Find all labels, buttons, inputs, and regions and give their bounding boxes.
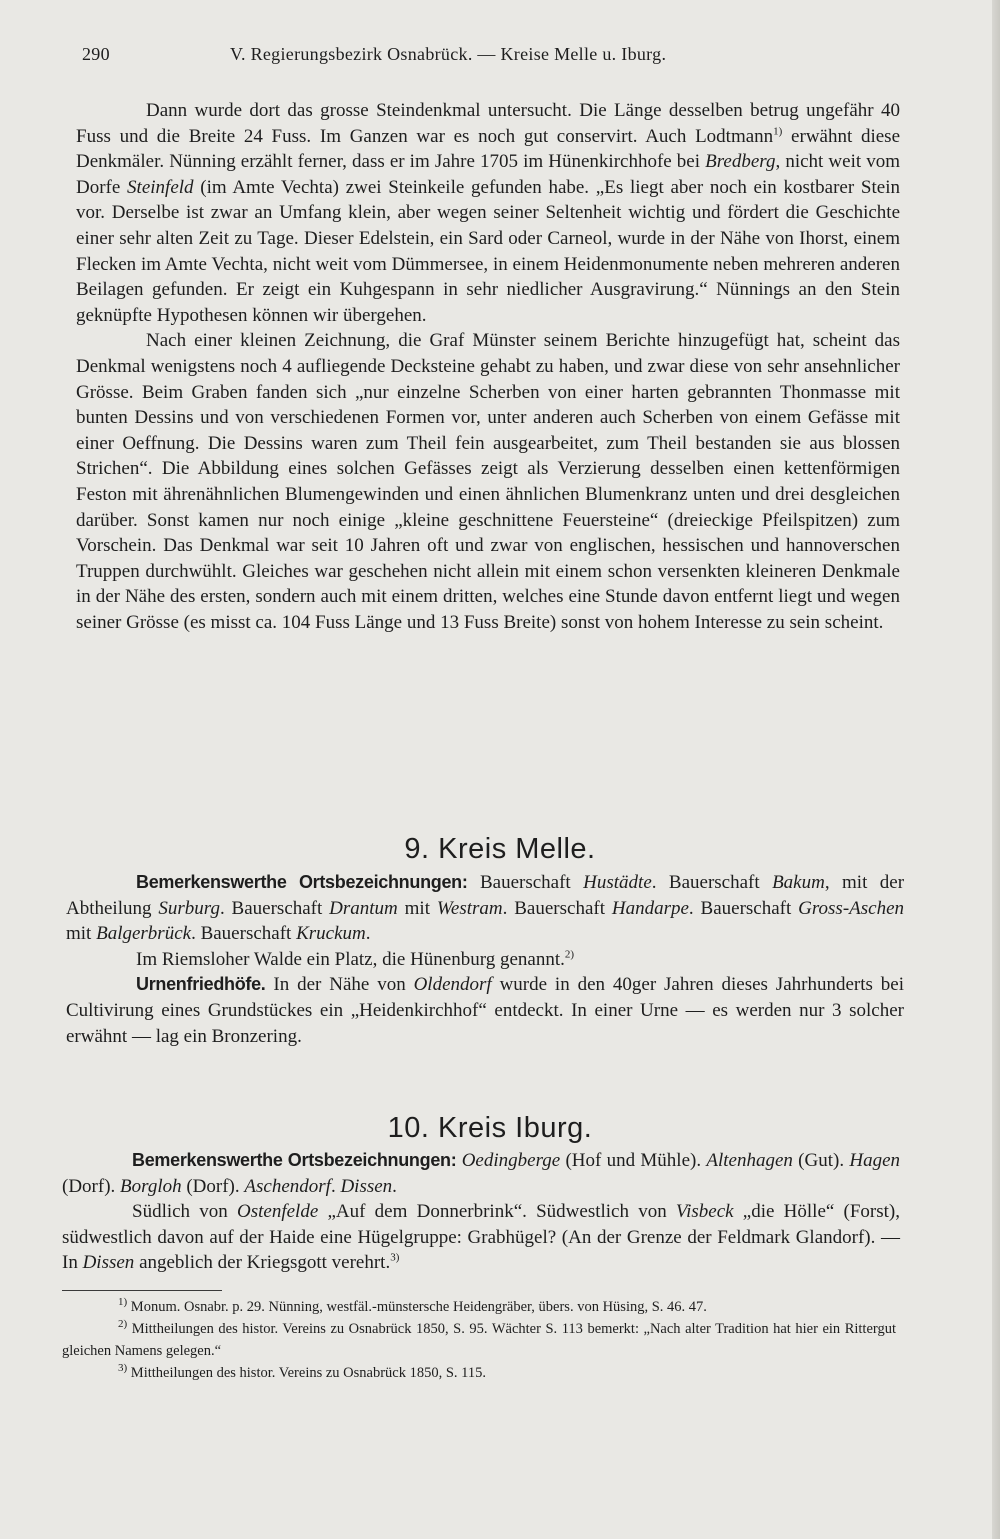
place-name: Oedingberge	[461, 1150, 561, 1171]
paragraph-steindenkmal: Dann wurde dort das grosse Steindenkmal untersucht. Die Länge desselben betrug ungefähr 40 Fuss und die Breite 24 Fuss. Im Ganzen war es noch gut conservirt. Auch Lodtmann$^{1)}$ erwähnt diese Denkmäler. Nünning erzählt ferner, dass er im Jahre 1705 im Hünenkirchhofe bei Bredberg, nicht weit vom Dorfe Steinfeld (im Amte Vechta) zwei Steinkeile gefunden habe. „Es liegt aber noch ein kostbarer Stein vor. Derselbe ist zwar an Umfang klein, aber wegen seiner Seltenheit wichtig und fördert die Geschichte einer sehr alten Zeit zu Tage. Dieser Edelstein, ein Sard oder Carneol, wurde in der Nähe von Ihorst, einem Flecken im Amte Vechta, nicht weit vom Dümmersee, in einem Heidenmonumente neben mehreren anderen Beilagen gefunden. Er zeigt ein Kuhgespann in sehr niedlicher Ausgravirung.“ Nünnings an den Stein geknüpfte Hypothesen können wir übergehen.	[76, 100, 901, 326]
paragraph-zeichnung: Nach einer kleinen Zeichnung, die Graf Münster seinem Berichte hinzugefügt hat, scheint das Denkmal wenigstens noch 4 aufliegende Decksteine gehabt zu haben, und zwar diese von sehr ansehnlicher Grösse. Beim Graben fanden sich „nur einzelne Scherben von einer harten gebrannten Thonmasse mit bunten Dessins und von verschiedenen Formen vor, unter anderen auch Scherben von einem Gefässe mit einer Oeffnung. Die Dessins waren zum Theil fein ausgearbeitet, zum Theil bestanden sie aus blossen Strichen“. Die Abbildung eines solchen Gefässes zeigt als Verzierung desselben einen kettenförmigen Feston mit ährenähnlichen Blumengewinden und einen ähnlichen Blumenkranz unten und drei desgleichen darüber. Sonst kamen nur noch einige „kleine geschnittene Feuersteine“ (dreieckige Pfeilspitzen) zum Vorschein. Das Denkmal war seit 10 Jahren oft und zwar von englischen, hessischen und hannoverschen Truppen durchwühlt. Gleiches war geschehen nicht allein mit einem schon versenkten kleineren Denkmale in der Nähe des ersten, sondern auch mit einem dritten, welches eine Stunde davon entfernt liegt und wegen seiner Grösse (es misst ca. 104 Fuss Länge und 13 Fuss Breite) sonst von hohem Interesse zu sein scheint.	[76, 330, 900, 633]
footnote-mark: 2)	[118, 1318, 128, 1331]
place-name: Westram	[436, 897, 503, 919]
footnote-ref-2: 2)	[564, 948, 575, 961]
place-name: Bakum	[772, 872, 825, 893]
place-name: Visbeck	[675, 1201, 734, 1223]
body-section-steindenkmal	[76, 98, 900, 635]
running-head	[82, 44, 910, 74]
place-name: Steinfeld	[127, 176, 194, 198]
footnote-ref-1: 1)	[773, 125, 783, 138]
footnote-2: $^{2)}$ Mittheilungen des histor. Vereins zu Osnabrück 1850, S. 95. Wächter S. 113 bemerkt: „Nach alter Tradition hat hier ein Rittergut gleichen Namens gelegen.“	[62, 1318, 896, 1359]
footnote-3: $^{3)}$ Mittheilungen des histor. Vereins zu Osnabrück 1850, S. 115.	[118, 1362, 487, 1381]
footnotes	[62, 1296, 896, 1384]
place-name: Aschendorf	[244, 1175, 331, 1197]
paragraph-ortsbezeichnungen-iburg: Bemerkenswerthe Ortsbezeichnungen: Oedingberge (Hof und Mühle). Altenhagen (Gut). Hagen (Dorf). Borgloh (Dorf). Aschendorf. Dissen.	[62, 1150, 901, 1197]
page-edge	[992, 0, 1000, 1539]
paragraph-donnerbrink: Südlich von Ostenfelde „Auf dem Donnerbrink“. Südwestlich von Visbeck „die Hölle“ (Forst), südwestlich davon auf der Haide eine Hügelgruppe: Grabhügel? (An der Grenze der Feldmark Glandorf). — In Dissen angeblich der Kriegsgott verehrt.$^{3)}$	[62, 1201, 901, 1274]
place-name: Dissen	[82, 1252, 135, 1274]
place-name: Drantum	[329, 897, 398, 919]
header-title: V. Regierungsbezirk Osnabrück. — Kreise Melle u. Iburg.	[230, 44, 667, 64]
place-name: Hustädte	[583, 872, 652, 893]
place-name: Balgerbrück	[96, 923, 192, 945]
body-section-kreis-melle	[66, 870, 904, 1049]
place-name: Kruckum	[296, 923, 366, 945]
place-name: Handarpe	[611, 897, 689, 919]
place-name: Gross-Aschen	[798, 897, 905, 919]
paragraph-urnenfriedhoefe: Urnenfriedhöfe. In der Nähe von Oldendorf wurde in den 40ger Jahren dieses Jahrhunderts bei Cultivirung eines Grundstückes ein „Heidenkirchhof“ entdeckt. In einer Urne — es werden nur 3 solcher erwähnt — lag ein Bronzering.	[66, 974, 904, 1047]
place-name: Oldendorf	[413, 974, 492, 996]
section-heading-kreis-iburg: 10. Kreis Iburg.	[387, 1112, 593, 1144]
footnote-mark: 3)	[118, 1362, 128, 1375]
place-name: Dissen	[340, 1175, 393, 1197]
page-number: 290	[82, 44, 110, 64]
place-name: Bredberg	[705, 151, 776, 173]
footnote-ref-3: 3)	[390, 1252, 400, 1265]
place-name: Altenhagen	[706, 1150, 793, 1171]
body-section-kreis-iburg	[62, 1148, 900, 1276]
place-name: Hagen	[849, 1150, 901, 1171]
lead-term: Bemerkenswerthe Ortsbezeichnungen:	[136, 872, 468, 892]
paragraph-ortsbezeichnungen-melle: Bemerkenswerthe Ortsbezeichnungen: Bauerschaft Hustädte. Bauerschaft Bakum, mit der Abtheilung Surburg. Bauerschaft Drantum mit Westram. Bauerschaft Handarpe. Bauerschaft Gross-Aschen mit Balgerbrück. Bauerschaft Kruckum.	[66, 872, 905, 945]
place-name: Surburg	[158, 897, 220, 919]
place-name: Ostenfelde	[237, 1201, 319, 1223]
lead-term: Urnenfriedhöfe.	[136, 974, 266, 995]
footnote-rule	[62, 1290, 222, 1291]
footnote-1: $^{1)}$ Monum. Osnabr. p. 29. Nünning, westfäl.-münstersche Heidengräber, übers. von Hüsing, S. 46. 47.	[118, 1296, 707, 1315]
paragraph-huenenburg: Im Riemsloher Walde ein Platz, die Hünenburg genannt.$^{2)}$	[136, 948, 575, 970]
place-name: Borgloh	[120, 1175, 182, 1197]
section-heading-kreis-melle: 9. Kreis Melle.	[404, 833, 596, 865]
footnote-mark: 1)	[118, 1296, 128, 1309]
lead-term: Bemerkenswerthe Ortsbezeichnungen:	[132, 1150, 457, 1170]
